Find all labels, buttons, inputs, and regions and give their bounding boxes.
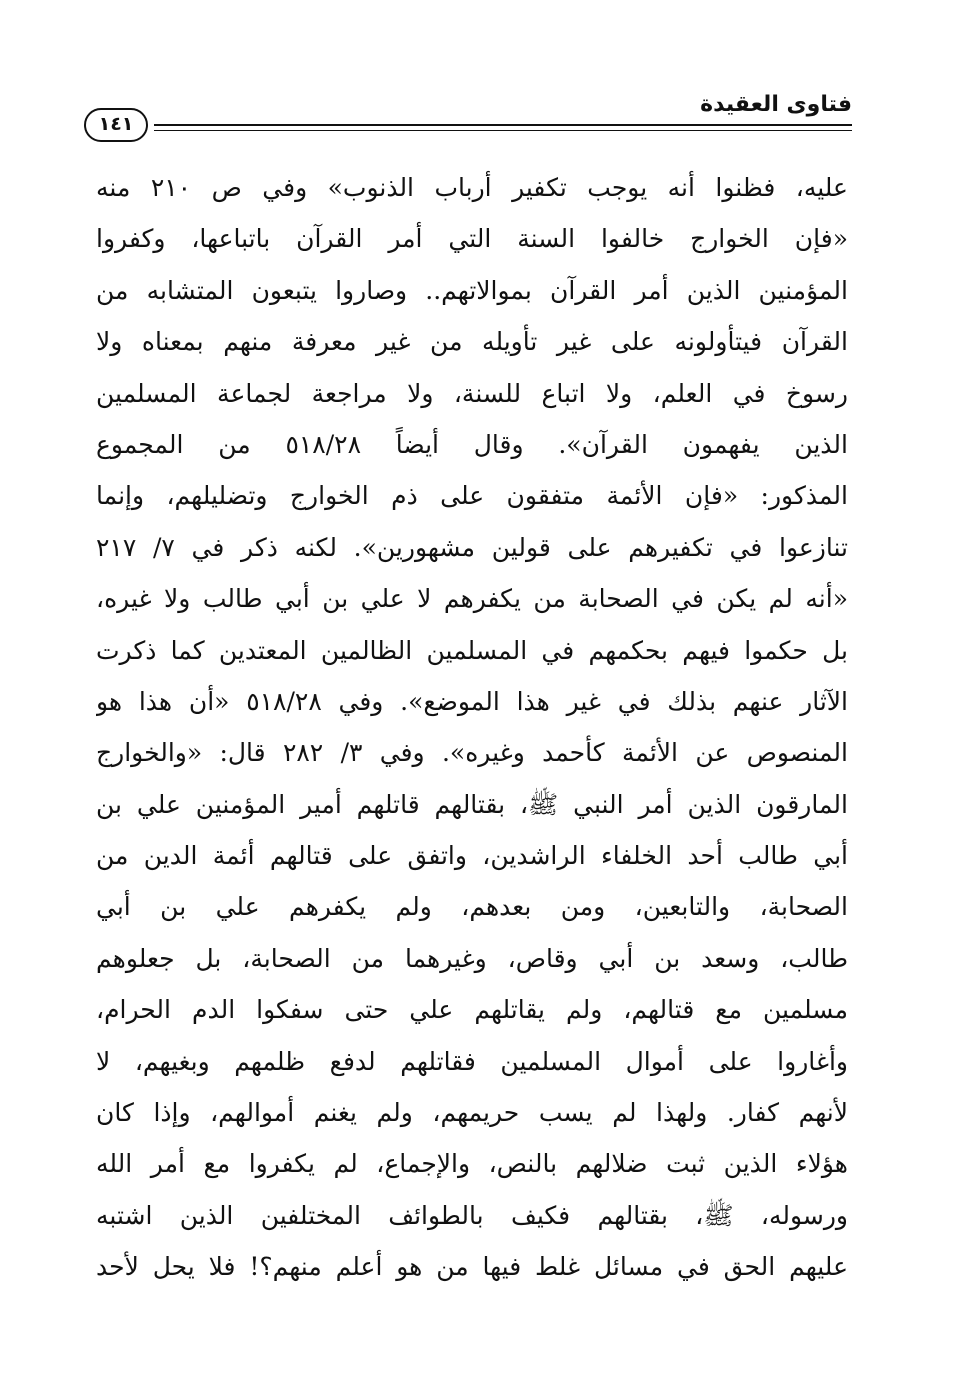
text-line: رسوخ في العلم، ولا اتباع للسنة، ولا مراجعة لجماعة المسلمين — [96, 378, 848, 408]
text-line: المنصوص عن الأئمة كأحمد وغيره». وفي ٣/ ٢٨٢ قال: «والخوارج — [96, 738, 848, 768]
text-line: القرآن فيتأولونه على غير تأويله من غير معرفة منهم بمعناه ولا — [96, 327, 848, 357]
text-line: الآثار عنهم بذلك في غير هذا الموضع». وفي ٥١٨/٢٨ «أن هذا هو — [96, 686, 848, 716]
text-line: المارقون الذين أمر النبي ﷺ، بقتالهم قاتلهم أمير المؤمنين علي بن — [96, 789, 848, 819]
text-line: «أنه لم يكن في الصحابة من يكفرهم لا علي بن أبي طالب ولا غيره، — [96, 584, 848, 614]
text-line: عليهم الحق في مسائل غلط فيها من هو أعلم منهم؟! فلا يحل لأحد — [96, 1252, 848, 1282]
text-line: أبي طالب أحد الخلفاء الراشدين، واتفق على قتالهم أئمة الدين من — [96, 841, 848, 871]
text-line: الصحابة، والتابعين، ومن بعدهم، ولم يكفرهم علي بن أبي — [96, 892, 848, 922]
text-line: الذين يفهمون القرآن». وقال أيضاً ٥١٨/٢٨ من المجموع — [96, 429, 848, 459]
running-title: فتاوى العقيدة — [700, 92, 852, 117]
text-line: المؤمنين الذين أمر القرآن بموالاتهم.. وصاروا يتبعون المتشابه من — [96, 275, 848, 305]
page-header — [84, 84, 852, 154]
text-line: بل حكموا فيهم بحكمهم في المسلمين الظالمين المعتدين كما ذكرت — [96, 635, 848, 665]
text-line: «فإن الخوارج خالفوا السنة التي أمر القرآن باتباعها، وكفروا — [96, 224, 848, 254]
header-rule-thick — [154, 124, 852, 126]
text-line: عليه، فظنوا أنه يوجب تكفير أرباب الذنوب» وفي ص ٢١٠ منه — [96, 173, 848, 202]
text-line: وأغاروا على أموال المسلمين فقاتلهم لدفع ظلمهم وبغيهم، لا — [96, 1046, 848, 1076]
text-line: تنازعوا في تكفيرهم على قولين مشهورين». لكنه ذكر في ٧/ ٢١٧ — [96, 532, 848, 562]
text-line: هؤلاء الذين ثبت ضلالهم بالنص، والإجماع، لم يكفروا مع أمر الله — [96, 1149, 848, 1179]
page-number: ١٤١ — [84, 108, 148, 142]
text-line: مسلمين مع قتالهم، ولم يقاتلهم علي حتى سفكوا الدم الحرام، — [96, 995, 848, 1025]
header-rule-thin — [154, 130, 852, 131]
text-line: لأنهم كفار. ولهذا لم يسب حريمهم، ولم يغنم أموالهم، وإذا كان — [96, 1098, 848, 1128]
text-line: المذكور: «فإن الأئمة متفقون على ذم الخوارج وتضليلهم، وإنما — [96, 481, 848, 511]
text-line: طالب، وسعد بن أبي وقاص، وغيرهما من الصحابة، بل جعلوهم — [96, 943, 848, 973]
body-text — [96, 162, 848, 1293]
text-line: ورسوله، ﷺ، بقتالهم فكيف بالطوائف المختلفين الذين اشتبه — [96, 1200, 848, 1230]
